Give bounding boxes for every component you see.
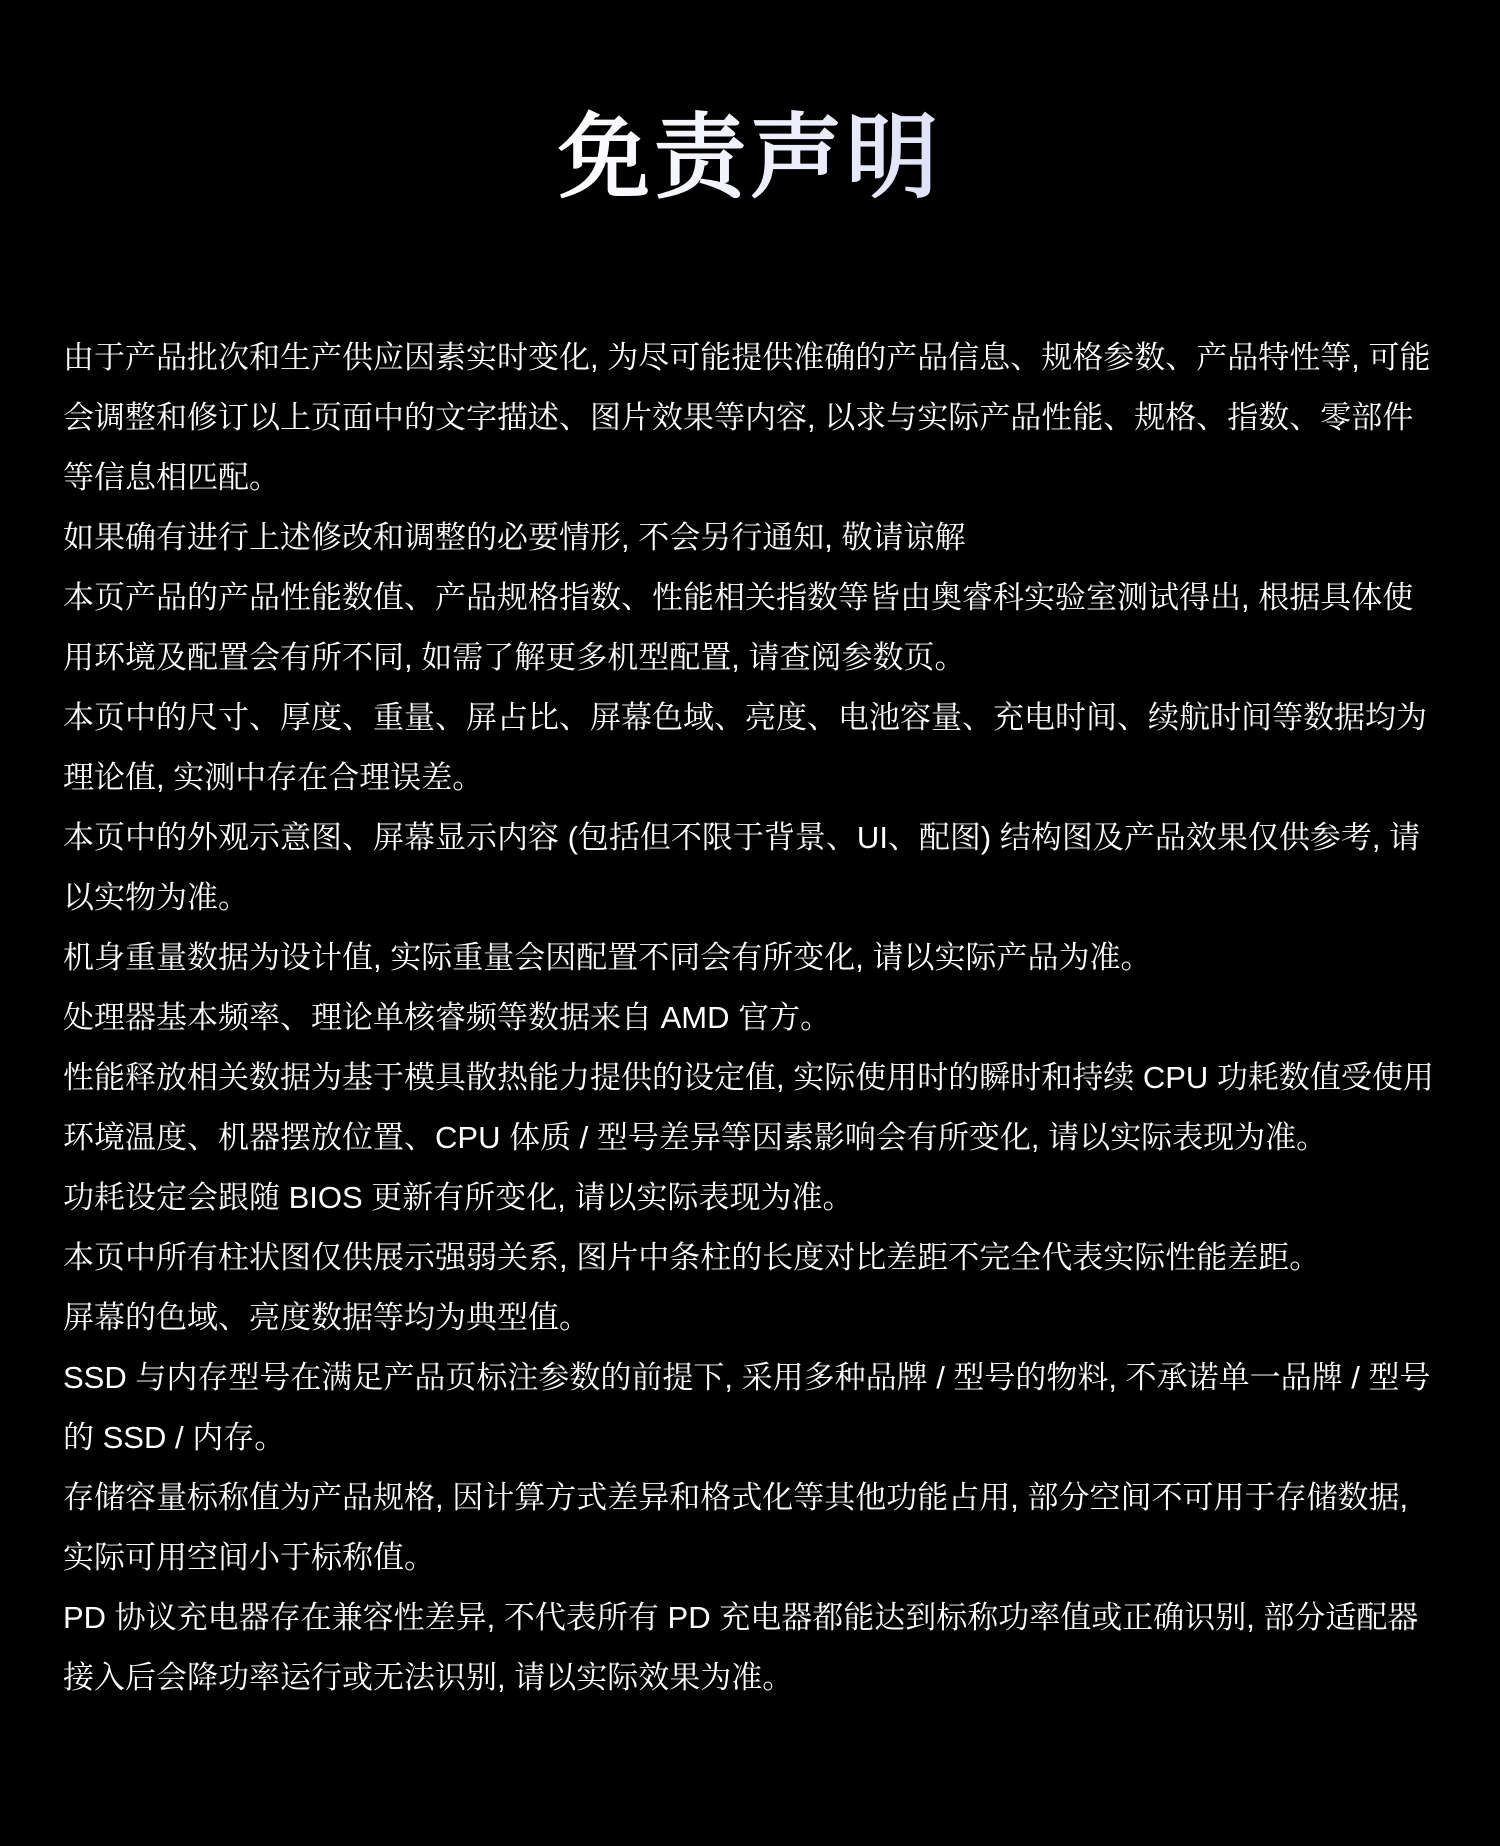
disclaimer-paragraph: 如果确有进行上述修改和调整的必要情形, 不会另行通知, 敬请谅解: [63, 520, 966, 555]
disclaimer-paragraph: 本页产品的产品性能数值、产品规格指数、性能相关指数等皆由奥睿科实验室测试得出, 根据具体使用环境及配置会有所不同, 如需了解更多机型配置, 请查阅参数页。: [63, 580, 1414, 675]
disclaimer-paragraph: SSD 与内存型号在满足产品页标注参数的前提下, 采用多种品牌 / 型号的物料, 不承诺单一品牌 / 型号的 SSD / 内存。: [63, 1360, 1431, 1455]
disclaimer-paragraph: 本页中所有柱状图仅供展示强弱关系, 图片中条柱的长度对比差距不完全代表实际性能差距。: [63, 1240, 1321, 1275]
disclaimer-paragraph: 处理器基本频率、理论单核睿频等数据来自 AMD 官方。: [63, 1000, 832, 1035]
disclaimer-paragraph: PD 协议充电器存在兼容性差异, 不代表所有 PD 充电器都能达到标称功率值或正确识别, 部分适配器接入后会降功率运行或无法识别, 请以实际效果为准。: [63, 1600, 1419, 1695]
disclaimer-paragraph: 本页中的外观示意图、屏幕显示内容 (包括但不限于背景、UI、配图) 结构图及产品效果仅供参考, 请以实物为准。: [63, 820, 1421, 915]
disclaimer-content: [63, 328, 1437, 1708]
disclaimer-paragraph: 本页中的尺寸、厚度、重量、屏占比、屏幕色域、亮度、电池容量、充电时间、续航时间等数据均为理论值, 实测中存在合理误差。: [63, 700, 1427, 795]
disclaimer-paragraph: 功耗设定会跟随 BIOS 更新有所变化, 请以实际表现为准。: [63, 1180, 854, 1215]
page-title: 免责声明: [63, 0, 1437, 240]
disclaimer-paragraph: 由于产品批次和生产供应因素实时变化, 为尽可能提供准确的产品信息、规格参数、产品特性等, 可能会调整和修订以上页面中的文字描述、图片效果等内容, 以求与实际产品性能、规格、指数、零部件等信息相匹配。: [63, 340, 1431, 495]
disclaimer-paragraph: 存储容量标称值为产品规格, 因计算方式差异和格式化等其他功能占用, 部分空间不可用于存储数据, 实际可用空间小于标称值。: [63, 1480, 1409, 1575]
disclaimer-paragraph: 性能释放相关数据为基于模具散热能力提供的设定值, 实际使用时的瞬时和持续 CPU 功耗数值受使用环境温度、机器摆放位置、CPU 体质 / 型号差异等因素影响会有所变化, 请以实际表现为准。: [63, 1060, 1434, 1155]
disclaimer-paragraph: 机身重量数据为设计值, 实际重量会因配置不同会有所变化, 请以实际产品为准。: [63, 940, 1152, 975]
disclaimer-paragraph: 屏幕的色域、亮度数据等均为典型值。: [63, 1300, 590, 1335]
